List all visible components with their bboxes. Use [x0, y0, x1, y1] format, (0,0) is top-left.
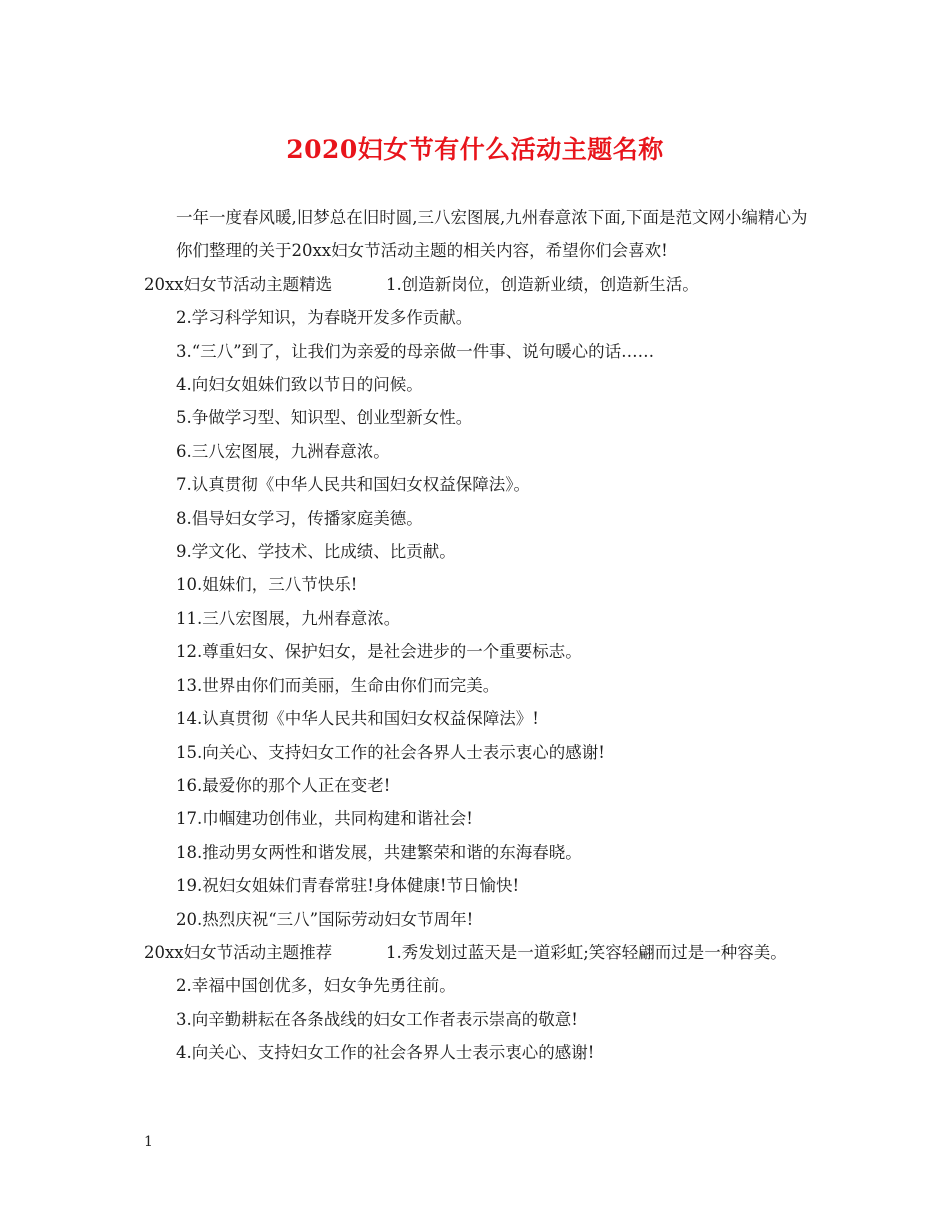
list-item: 18.推动男女两性和谐发展，共建繁荣和谐的东海春晓。 — [176, 842, 582, 862]
section2-first-item: 1.秀发划过蓝天是一道彩虹;笑容轻翩而过是一种容美。 — [386, 942, 787, 962]
list-item: 3.向辛勤耕耘在各条战线的妇女工作者表示崇高的敬意! — [176, 1009, 578, 1029]
list-item: 9.学文化、学技术、比成绩、比贡献。 — [176, 542, 456, 562]
list-item: 6.三八宏图展，九洲春意浓。 — [176, 441, 390, 461]
list-item: 2.幸福中国创优多，妇女争先勇往前。 — [176, 976, 456, 996]
section1-first-item: 1.创造新岗位，创造新业绩，创造新生活。 — [386, 274, 699, 294]
list-item: 7.认真贯彻《中华人民共和国妇女权益保障法》。 — [176, 475, 530, 495]
list-item: 12.尊重妇女、保护妇女，是社会进步的一个重要标志。 — [176, 642, 582, 662]
section1-heading-line — [144, 268, 814, 301]
section1-label: 20xx妇女节活动主题精选 — [144, 274, 333, 294]
section2-label: 20xx妇女节活动主题推荐 — [144, 942, 333, 962]
document-body — [144, 201, 814, 1070]
list-item: 16.最爱你的那个人正在变老! — [176, 775, 391, 795]
list-item: 15.向关心、支持妇女工作的社会各界人士表示衷心的感谢! — [176, 742, 605, 762]
list-item: 4.向关心、支持妇女工作的社会各界人士表示衷心的感谢! — [176, 1043, 595, 1063]
document-title: 2020妇女节有什么活动主题名称 — [286, 135, 664, 164]
list-item: 14.认真贯彻《中华人民共和国妇女权益保障法》! — [176, 709, 539, 729]
list-item: 10.姐妹们，三八节快乐! — [176, 575, 358, 595]
list-item: 11.三八宏图展，九州春意浓。 — [176, 608, 401, 628]
list-item: 8.倡导妇女学习，传播家庭美德。 — [176, 508, 423, 528]
list-item: 17.巾帼建功创伟业，共同构建和谐社会! — [176, 809, 473, 829]
list-item: 20.热烈庆祝“三八”国际劳动妇女节周年! — [176, 909, 474, 929]
intro-paragraph: 一年一度春风暖,旧梦总在旧时圆,三八宏图展,九州春意浓下面,下面是范文网小编精心为你们整理的关于20xx妇女节活动主题的相关内容，希望你们会喜欢! — [176, 208, 808, 261]
list-item: 19.祝妇女姐妹们青春常驻!身体健康!节日愉快! — [176, 876, 520, 896]
list-item: 13.世界由你们而美丽，生命由你们而完美。 — [176, 675, 500, 695]
list-item: 3.“三八”到了，让我们为亲爱的母亲做一件事、说句暖心的话…… — [176, 341, 655, 361]
list-item: 4.向妇女姐妹们致以节日的问候。 — [176, 375, 423, 395]
page-number: 1 — [144, 1134, 153, 1150]
list-item: 5.争做学习型、知识型、创业型新女性。 — [176, 408, 473, 428]
section2-heading-line — [144, 936, 814, 969]
list-item: 2.学习科学知识，为春晓开发多作贡献。 — [176, 308, 473, 328]
